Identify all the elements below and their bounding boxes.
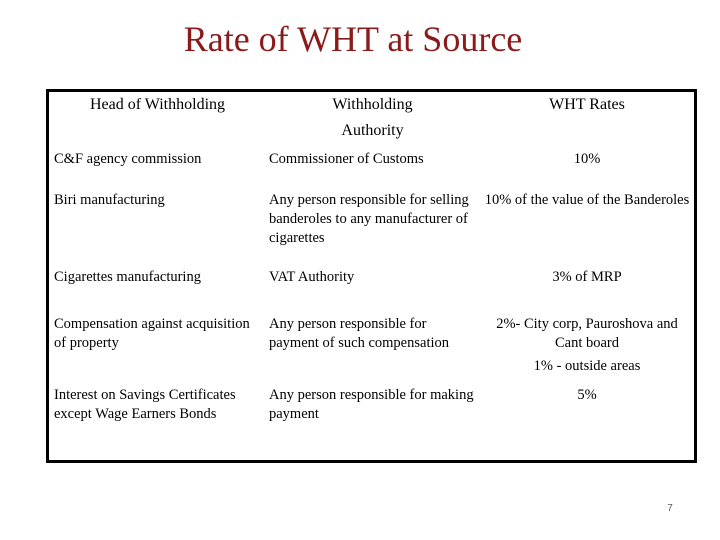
table-row	[50, 264, 694, 310]
wht-rate-table	[50, 92, 694, 466]
cell-rate: 10% of the value of the Banderoles	[484, 192, 690, 208]
page-number: 7	[667, 503, 673, 514]
cell-rate	[480, 310, 694, 385]
rate-line-city: 2%- City corp, Pauroshova and Cant board	[496, 316, 678, 351]
cell-authority: Any person responsible for selling banderoles to any manufacturer of cigarettes	[269, 192, 469, 246]
cell-head: C&F agency commission	[54, 151, 202, 167]
header-authority-line1: Withholding	[332, 96, 413, 113]
cell-head: Interest on Savings Certificates except Wage Earners Bonds	[54, 387, 236, 422]
table-header-row	[50, 92, 694, 147]
cell-head: Cigarettes manufacturing	[54, 269, 201, 285]
cell-rate: 10%	[573, 151, 601, 167]
cell-authority: VAT Authority	[269, 269, 355, 285]
header-withholding-authority	[265, 92, 480, 147]
cell-authority: Commissioner of Customs	[269, 151, 424, 167]
header-head-of-withholding: Head of Withholding	[89, 96, 226, 113]
slide-title: Rate of WHT at Source	[183, 19, 523, 59]
cell-head: Biri manufacturing	[54, 192, 165, 208]
rate-line-outside: 1% - outside areas	[533, 358, 641, 374]
table-row	[50, 147, 694, 188]
header-wht-rates: WHT Rates	[549, 96, 625, 113]
table-row	[50, 385, 694, 466]
cell-rate: 3% of MRP	[552, 269, 622, 285]
cell-rate: 5%	[577, 387, 597, 403]
header-authority-line2: Authority	[341, 122, 404, 139]
table-row	[50, 310, 694, 385]
cell-head: Compensation against acquisition of property	[54, 316, 250, 351]
cell-authority: Any person responsible for payment of such compensation	[269, 316, 449, 351]
cell-authority: Any person responsible for making payment	[269, 387, 474, 422]
table-row	[50, 188, 694, 264]
